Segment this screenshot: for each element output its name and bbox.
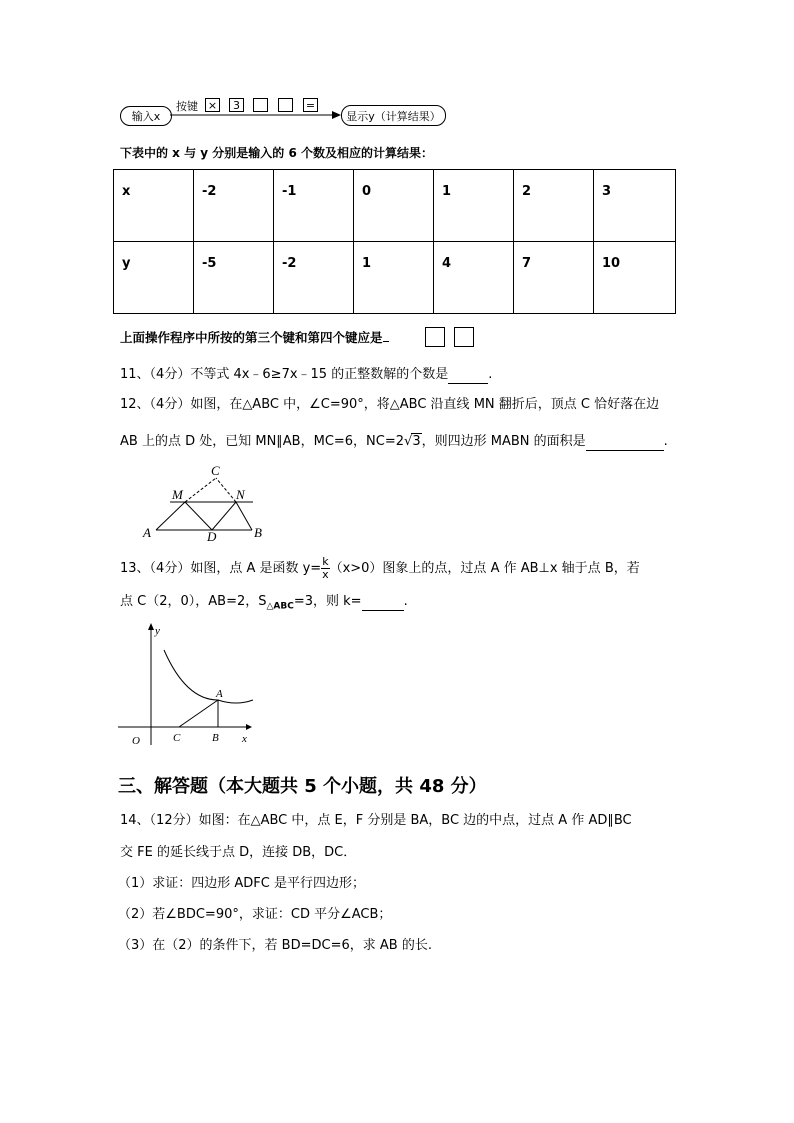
label-n: N [236,487,245,502]
table-row-x [114,170,676,242]
table-cell: 2 [514,170,594,242]
q10-tail [120,330,389,346]
segment-bn [236,502,252,530]
q11 [120,367,492,384]
sqrt-sign: √ [404,434,413,449]
x-axis-arrow [246,724,252,730]
q12-end: . [663,434,668,449]
answer-box-1 [425,327,445,347]
label-c: C [211,463,220,478]
fraction-denominator: x [322,568,329,581]
table-cell: 3 [594,170,676,242]
q13-figure [118,620,258,748]
table-cell: -2 [274,242,354,314]
table-cell: -5 [194,242,274,314]
hyperbola-curve [164,650,253,703]
table-cell: 4 [434,242,514,314]
table-cell: y [114,242,194,314]
segment-nd [212,502,236,530]
label-m: M [172,487,183,502]
q12-line2-a: AB 上的点 D 处，已知 MN∥AB，MC=6，NC=2 [120,434,405,449]
fraction-numerator: k [322,555,329,568]
fraction-k-over-x [321,556,329,581]
table-cell: 10 [594,242,676,314]
table-row-y [114,242,676,314]
answer-blank [448,367,488,384]
key-box-5: = [303,98,318,112]
answer-blank [383,341,389,342]
q13-line1-a: 13、（4分）如图，点 A 是函数 y= [120,561,322,576]
q12-line2 [120,433,668,451]
triangle-subscript: △ABC [266,601,294,612]
table-cell: -2 [194,170,274,242]
q13-end: . [403,594,408,609]
q13-line2 [120,594,408,615]
answer-blank [362,594,404,611]
label-o: O [132,735,140,747]
q13-line2-b: =3，则 k= [293,594,362,609]
q13-line1 [120,556,640,581]
segment-ca [179,700,218,727]
q11-text: 11、（4分）不等式 4x﹣6≥7x﹣15 的正整数解的个数是 [120,367,449,382]
label-d: D [207,529,217,542]
q13-line2-a: 点 C（2，0），AB=2，S [120,594,267,609]
section-3-heading: 三、解答题（本大题共 5 个小题，共 48 分） [118,776,487,797]
q12-line1: 12、（4分）如图，在△ABC 中，∠C=90°，将△ABC 沿直线 MN 翻折后，顶点 C 恰好落在边 [120,397,660,412]
q14-part2: （2）若∠BDC=90°，求证：CD 平分∠ACB； [118,907,392,922]
label-x: x [242,733,247,745]
table-cell: -1 [274,170,354,242]
key-box-2: 3 [229,98,244,112]
y-axis-arrow [148,623,154,630]
label-b: B [254,525,262,540]
segment-mc-dashed [185,478,216,502]
segment-md [185,502,212,530]
label-a: A [143,525,151,540]
label-a: A [216,688,223,700]
q14-part3: （3）在（2）的条件下，若 BD=DC=6，求 AB 的长. [118,938,432,953]
segment-nc-dashed [216,478,236,502]
answer-box-2 [454,327,474,347]
q12-figure [140,462,275,542]
table-cell: 7 [514,242,594,314]
table-cell: x [114,170,194,242]
label-b: B [212,732,219,744]
answer-blank [586,434,664,451]
table-cell: 0 [354,170,434,242]
xy-table [113,169,676,314]
q14-line2: 交 FE 的延长线于点 D，连接 DB，DC． [120,845,357,860]
label-y: y [155,625,160,637]
table-cell: 1 [434,170,514,242]
q11-end: . [488,367,493,382]
sqrt-radicand: 3 [412,434,421,449]
key-box-1: × [205,98,220,112]
q14-part1: （1）求证：四边形 ADFC 是平行四边形； [118,876,365,891]
input-x-pill: 输入x [120,106,172,126]
q13-line1-b: （x>0）图象上的点，过点 A 作 AB⊥x 轴于点 B，若 [329,561,640,576]
table-intro: 下表中的 x 与 y 分别是输入的 6 个数及相应的计算结果： [120,146,433,160]
q10-tail-text: 上面操作程序中所按的第三个键和第四个键应是 [120,330,383,345]
q12-line2-b: ，则四边形 MABN 的面积是 [421,434,586,449]
table-cell: 1 [354,242,434,314]
segment-am [156,502,185,530]
flow-arrow-line [170,108,342,120]
q14-line1: 14、（12分）如图：在△ABC 中，点 E，F 分别是 BA，BC 边的中点，过点 A 作 AD∥BC [120,813,632,828]
output-y-pill: 显示y（计算结果） [341,105,446,126]
key-press-label: 按键 [176,100,198,113]
label-c: C [173,732,181,744]
